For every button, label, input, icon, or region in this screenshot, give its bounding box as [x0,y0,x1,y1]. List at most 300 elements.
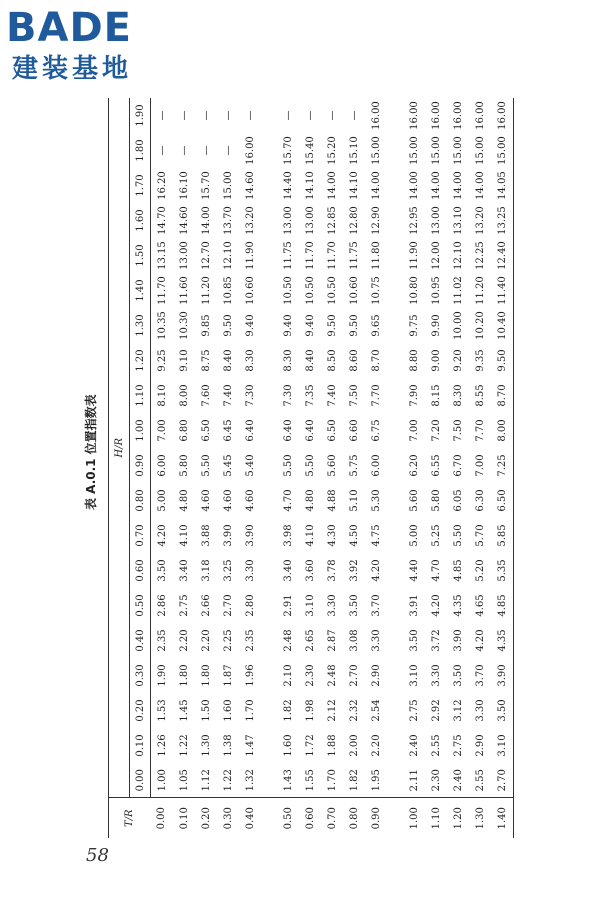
table-cell: 3.90 [222,524,234,547]
table-cell: 14.70 [156,206,168,235]
table-cell: 1.22 [178,734,190,757]
table-cell: 16.00 [491,98,514,133]
table-cell: — [326,110,338,121]
table-cell: 1.80 [200,664,212,687]
table-cell: 8.40 [304,349,316,372]
table-cell: 11.02 [452,276,464,305]
table-cell: — [178,145,190,156]
table-cell: 15.40 [304,136,316,165]
table-cell: 14.05 [491,168,514,203]
table-cell: 9.00 [430,349,442,372]
row-label: 0.60 [299,798,321,838]
column-header: 0.30 [130,658,151,693]
table-cell: 5.75 [348,454,360,477]
table-row [403,98,425,838]
table-cell: 3.70 [474,664,486,687]
table-cell: 2.90 [474,734,486,757]
table-cell: 1.32 [244,769,256,792]
table-cell: 6.45 [222,419,234,442]
table-cell: 5.35 [491,553,514,588]
table-cell: 8.75 [200,349,212,372]
table-cell: 8.50 [326,349,338,372]
group-spacer [387,98,403,838]
row-label: 1.10 [425,798,447,838]
table-cell: — [304,110,316,121]
row-label: 0.10 [173,798,195,838]
column-header: 1.80 [130,133,151,168]
table-cell: 1.87 [222,664,234,687]
table-cell: 16.00 [244,136,256,165]
table-cell: 15.70 [282,136,294,165]
table-row [151,98,174,838]
table-cell: 2.70 [348,664,360,687]
table-cell: 7.40 [326,384,338,407]
header-row-values [130,98,151,838]
table-cell: 10.35 [156,311,168,340]
table-cell: 3.25 [222,559,234,582]
table-cell: 2.35 [244,629,256,652]
column-axis-label: H/R [109,98,130,798]
table-cell: 11.70 [304,241,316,270]
table-cell: 11.75 [348,241,360,270]
table-cell: 4.70 [282,489,294,512]
table-cell: 1.90 [156,664,168,687]
table-cell: 2.48 [282,629,294,652]
table-cell: 2.75 [452,734,464,757]
table-cell: 14.00 [326,171,338,200]
table-cell: 15.00 [452,136,464,165]
table-cell: 1.88 [326,734,338,757]
table-cell: 5.50 [200,454,212,477]
table-cell: 3.40 [282,559,294,582]
table-cell: 1.47 [244,734,256,757]
column-header: 1.50 [130,238,151,273]
table-cell: 7.70 [370,384,382,407]
table-cell: 9.65 [370,314,382,337]
table-cell: 12.40 [491,238,514,273]
table-cell: 3.30 [244,559,256,582]
table-cell: 14.40 [282,171,294,200]
table-caption: 表 A.0.1 位置指数表 [84,394,98,510]
table-cell: 1.05 [178,769,190,792]
table-row [217,98,239,838]
table-cell: 8.40 [222,349,234,372]
table-cell: 9.85 [200,314,212,337]
table-cell: 3.10 [408,664,420,687]
table-cell: 5.00 [156,489,168,512]
table-cell: 3.50 [348,594,360,617]
table-cell: 5.30 [370,489,382,512]
table-cell: 12.10 [452,241,464,270]
table-cell: 2.40 [408,734,420,757]
brand-logo [6,6,186,86]
table-cell: 7.50 [452,419,464,442]
table-cell: 2.75 [178,594,190,617]
table-cell: 2.55 [430,734,442,757]
row-label: 0.20 [195,798,217,838]
table-cell: 9.90 [430,314,442,337]
table-cell: 5.85 [491,518,514,553]
table-cell: 14.60 [178,206,190,235]
table-cell: 14.00 [370,171,382,200]
table-cell: 9.50 [326,314,338,337]
table-cell: 2.75 [408,699,420,722]
table-cell: 8.30 [452,384,464,407]
table-cell: 11.90 [244,241,256,270]
table-cell: 9.40 [282,314,294,337]
table-cell: 10.30 [178,311,190,340]
table-cell: 8.60 [348,349,360,372]
table-cell: 13.00 [178,241,190,270]
table-cell: 9.25 [156,349,168,372]
table-cell: 1.43 [282,769,294,792]
table-cell: 1.38 [222,734,234,757]
table-cell: 5.50 [452,524,464,547]
column-header: 1.20 [130,343,151,378]
table-cell: 6.55 [430,454,442,477]
table-cell: 2.55 [474,769,486,792]
table-cell: 2.20 [370,734,382,757]
table-cell: 4.85 [452,559,464,582]
column-header: 1.90 [130,98,151,133]
table-cell: 8.00 [178,384,190,407]
table-cell: 2.25 [222,629,234,652]
table-cell: 7.20 [430,419,442,442]
table-cell: 1.95 [370,769,382,792]
table-cell: 11.70 [326,241,338,270]
table-cell: 9.50 [348,314,360,337]
table-cell: 2.70 [491,763,514,798]
table-cell: 13.70 [222,206,234,235]
table-cell: 7.70 [474,419,486,442]
table-cell: 2.65 [304,629,316,652]
table-cell: 4.60 [200,489,212,512]
table-cell: 10.50 [304,276,316,305]
table-cell: — [178,110,190,121]
table-cell: 13.15 [156,241,168,270]
table-cell: 11.60 [178,276,190,305]
table-cell: 3.91 [408,594,420,617]
table-cell: 1.50 [200,699,212,722]
table-cell: 3.78 [326,559,338,582]
table-cell: 11.20 [474,276,486,305]
table-cell: 15.70 [200,171,212,200]
table-cell: 3.50 [408,629,420,652]
table-cell: 11.20 [200,276,212,305]
table-cell: 1.55 [304,769,316,792]
table-cell: 2.40 [452,769,464,792]
table-cell: 2.30 [304,664,316,687]
table-cell: 13.00 [282,206,294,235]
table-row [447,98,469,838]
table-cell: 6.50 [491,483,514,518]
table-row [469,98,491,838]
table-cell: 1.26 [156,734,168,757]
table-cell: 1.96 [244,664,256,687]
table-cell: 13.20 [244,206,256,235]
table-cell: 7.50 [348,384,360,407]
table-cell: 3.18 [200,559,212,582]
table-cell: — [156,110,168,121]
table-cell: 2.10 [282,664,294,687]
table-cell: 16.00 [474,101,486,130]
table-cell: 3.92 [348,559,360,582]
table-cell: 11.90 [408,241,420,270]
table-cell: 1.60 [282,734,294,757]
table-cell: 4.65 [474,594,486,617]
table-cell: 3.30 [430,664,442,687]
table-cell: 15.10 [348,136,360,165]
table-cell: 9.50 [222,314,234,337]
table-cell: 2.32 [348,699,360,722]
table-cell: 4.88 [326,489,338,512]
table-cell: 2.00 [348,734,360,757]
table-row [491,98,514,838]
table-cell: 16.00 [370,101,382,130]
table-row [173,98,195,838]
table-cell: — [222,110,234,121]
table-cell: 6.20 [408,454,420,477]
column-header: 1.30 [130,308,151,343]
table-row [343,98,365,838]
table-cell: 3.50 [491,693,514,728]
table-cell: 4.80 [304,489,316,512]
table-cell: 4.85 [491,588,514,623]
table-cell: 2.11 [408,769,420,792]
table-cell: 3.90 [244,524,256,547]
table-cell: 3.72 [430,629,442,652]
table-cell: 13.10 [452,206,464,235]
table-cell: 8.30 [282,349,294,372]
table-cell: 16.20 [156,171,168,200]
table-cell: 13.20 [474,206,486,235]
table-cell: 3.98 [282,524,294,547]
table-cell: 3.10 [304,594,316,617]
column-header: 0.70 [130,518,151,553]
table-cell: 4.35 [491,623,514,658]
table-cell: 7.40 [222,384,234,407]
table-cell: 15.20 [326,136,338,165]
table-cell: 3.60 [304,559,316,582]
table-cell: 7.30 [244,384,256,407]
table-cell: 16.00 [452,101,464,130]
table-cell: 6.75 [370,419,382,442]
table-cell: 12.90 [370,206,382,235]
table-cell: 5.50 [282,454,294,477]
table-cell: 7.90 [408,384,420,407]
column-header: 0.90 [130,448,151,483]
table-cell: 5.10 [348,489,360,512]
table-cell: 3.90 [491,658,514,693]
table-row [321,98,343,838]
table-cell: 8.15 [430,384,442,407]
table-cell: 10.20 [474,311,486,340]
row-label: 0.80 [343,798,365,838]
table-cell: 6.80 [178,419,190,442]
table-cell: 2.20 [200,629,212,652]
rotated-table-container [108,98,540,838]
position-index-table [108,98,514,838]
table-cell: 16.10 [178,171,190,200]
row-label: 1.40 [491,798,514,838]
table-cell: 10.80 [408,276,420,305]
table-row [195,98,217,838]
table-cell: 3.12 [452,699,464,722]
table-cell: 1.70 [326,769,338,792]
table-cell: 3.50 [156,559,168,582]
table-cell: 16.00 [430,101,442,130]
column-header: 0.00 [130,763,151,798]
table-cell: 5.80 [178,454,190,477]
table-cell: 2.90 [370,664,382,687]
table-cell: 3.10 [491,728,514,763]
table-cell: 5.70 [474,524,486,547]
table-cell: 7.00 [408,419,420,442]
table-cell: — [200,145,212,156]
table-cell: 14.10 [304,171,316,200]
table-cell: 4.20 [156,524,168,547]
table-cell: 2.20 [178,629,190,652]
column-header: 0.40 [130,623,151,658]
table-cell: 1.22 [222,769,234,792]
table-cell: 3.50 [452,664,464,687]
table-cell: 14.00 [408,171,420,200]
table-cell: 12.00 [430,241,442,270]
table-cell: 13.00 [304,206,316,235]
table-cell: — [244,110,256,121]
table-row [299,98,321,838]
table-cell: 7.60 [200,384,212,407]
table-cell: 9.75 [408,314,420,337]
table-cell: 12.10 [222,241,234,270]
table-cell: — [222,145,234,156]
table-cell: 8.00 [491,413,514,448]
table-cell: 16.00 [408,101,420,130]
table-cell: 2.66 [200,594,212,617]
row-label: 0.90 [365,798,387,838]
table-cell: 15.00 [474,136,486,165]
column-header: 1.40 [130,273,151,308]
table-cell: 14.00 [430,171,442,200]
table-cell: 1.12 [200,769,212,792]
table-cell: 3.88 [200,524,212,547]
table-cell: 4.80 [178,489,190,512]
table-cell: 5.40 [244,454,256,477]
table-cell: 2.48 [326,664,338,687]
column-header: 1.70 [130,168,151,203]
table-cell: 3.40 [178,559,190,582]
table-cell: 3.70 [370,594,382,617]
table-cell: 4.20 [430,594,442,617]
logo-brand-text: BADE [6,5,132,51]
table-cell: 12.95 [408,206,420,235]
table-cell: 4.10 [304,524,316,547]
table-cell: 12.25 [474,241,486,270]
table-cell: 9.50 [491,343,514,378]
table-cell: 4.40 [408,559,420,582]
row-label: 0.00 [151,798,174,838]
logo-subtitle: 建装基地 [12,54,133,84]
row-label: 0.40 [239,798,261,838]
table-cell: — [200,110,212,121]
column-header: 1.60 [130,203,151,238]
table-cell: 14.00 [452,171,464,200]
table-cell: 3.30 [474,699,486,722]
table-cell: 11.70 [156,276,168,305]
row-label: 0.70 [321,798,343,838]
table-cell: 3.30 [370,629,382,652]
table-cell: 6.40 [282,419,294,442]
table-cell: 4.20 [370,559,382,582]
table-cell: 4.35 [452,594,464,617]
table-cell: 5.50 [304,454,316,477]
table-cell: 6.60 [348,419,360,442]
row-axis-label: T/R [109,798,151,838]
row-label: 1.30 [469,798,491,838]
table-cell: 8.80 [408,349,420,372]
table-cell: 8.10 [156,384,168,407]
table-cell: 1.60 [222,699,234,722]
row-label: 1.20 [447,798,469,838]
table-cell: 14.10 [348,171,360,200]
table-cell: 15.00 [370,136,382,165]
table-cell: 11.75 [282,241,294,270]
table-cell: 8.70 [370,349,382,372]
row-label: 1.00 [403,798,425,838]
table-cell: 9.40 [244,314,256,337]
table-cell: 3.90 [452,629,464,652]
table-cell: 1.45 [178,699,190,722]
header-row-axis [109,98,130,838]
table-cell: 5.25 [430,524,442,547]
table-cell: 2.80 [244,594,256,617]
table-cell: 10.85 [222,276,234,305]
table-cell: 8.30 [244,349,256,372]
table-cell: 2.30 [430,769,442,792]
table-cell: 1.72 [304,734,316,757]
table-cell: 9.40 [304,314,316,337]
table-cell: 2.92 [430,699,442,722]
table-cell: 10.60 [348,276,360,305]
table-cell: 6.40 [244,419,256,442]
table-cell: 6.40 [304,419,316,442]
table-cell: 1.70 [244,699,256,722]
table-cell: 13.25 [491,203,514,238]
table-cell: 15.00 [491,133,514,168]
table-cell: 7.35 [304,384,316,407]
table-cell: 12.70 [200,241,212,270]
table-cell: 6.70 [452,454,464,477]
table-cell: 12.85 [326,206,338,235]
table-row [425,98,447,838]
table-cell: 4.60 [244,489,256,512]
table-cell: 5.80 [430,489,442,512]
table-cell: 5.45 [222,454,234,477]
table-cell: 2.87 [326,629,338,652]
table-cell: — [348,110,360,121]
table-row [365,98,387,838]
table-cell: 1.98 [304,699,316,722]
table-cell: 2.86 [156,594,168,617]
column-header: 0.20 [130,693,151,728]
table-cell: 8.70 [491,378,514,413]
table-cell: 15.00 [222,171,234,200]
table-cell: 4.30 [326,524,338,547]
column-header: 0.60 [130,553,151,588]
table-cell: 7.00 [156,419,168,442]
column-header: 1.00 [130,413,151,448]
table-cell: 3.08 [348,629,360,652]
